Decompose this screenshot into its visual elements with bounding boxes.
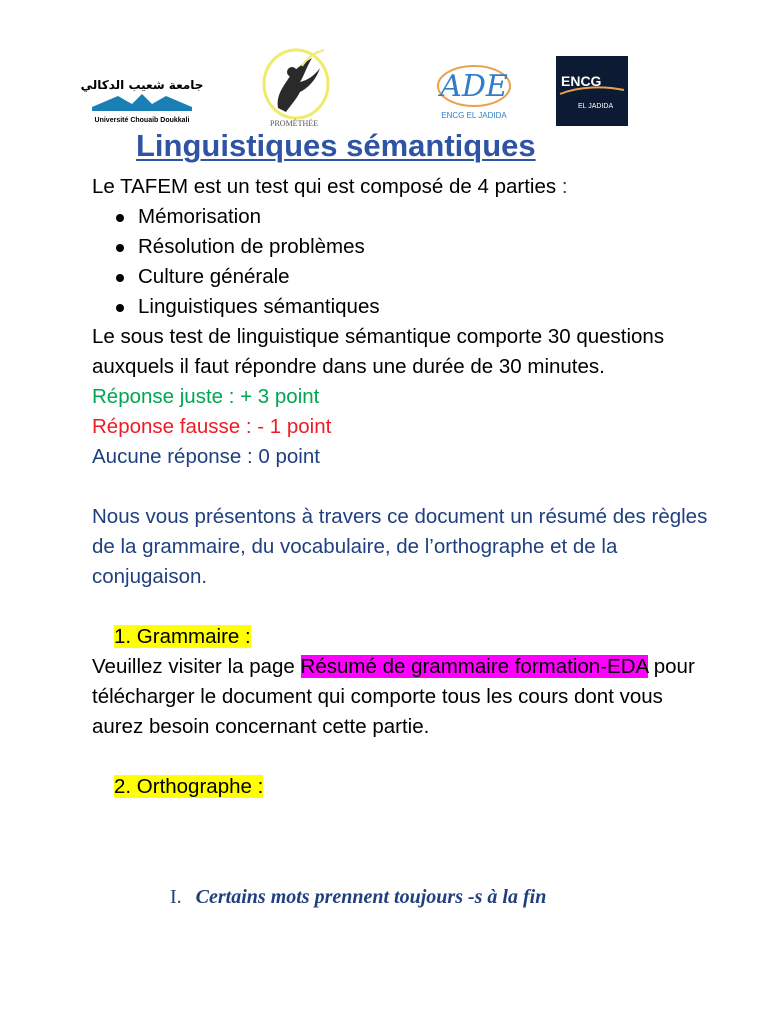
spacer	[92, 742, 712, 772]
score-none: Aucune réponse : 0 point	[92, 445, 320, 468]
document-body	[92, 172, 712, 802]
grammaire-summary-link[interactable]: Résumé de grammaire formation-EDA	[300, 655, 649, 678]
ade-logo	[430, 60, 518, 126]
ade-letters: ADE	[440, 69, 508, 104]
section-orthographe-heading	[92, 772, 712, 802]
university-latin-name: Université Chouaib Doukkali	[94, 117, 190, 124]
subsection-title: Certains mots prennent toujours -s à la fin	[195, 886, 547, 908]
page-title: Linguistiques sémantiques	[136, 128, 536, 163]
list-item: Culture générale	[92, 262, 712, 292]
university-logo	[80, 74, 204, 126]
grammaire-paragraph	[92, 652, 712, 742]
promethee-logo	[256, 46, 332, 130]
grammaire-text-after: pour télécharger le document qui comporte tous les cours dont vous aurez besoin concernant cette partie.	[92, 655, 695, 738]
encg-city-label: EL JADIDA	[578, 103, 614, 110]
section-grammaire-heading	[92, 622, 712, 652]
score-correct: Réponse juste : + 3 point	[92, 385, 320, 408]
subtest-description: Le sous test de linguistique sémantique comporte 30 questions auxquels il faut répondre dans une durée de 30 minutes.	[92, 325, 665, 378]
list-item: Linguistiques sémantiques	[92, 292, 712, 322]
score-wrong: Réponse fausse : - 1 point	[92, 415, 332, 438]
grammaire-text-before: Veuillez visiter la page	[92, 655, 301, 678]
list-item: Mémorisation	[92, 202, 712, 232]
section-grammaire-title: 1. Grammaire :	[114, 625, 251, 648]
list-item: Résolution de problèmes	[92, 232, 712, 262]
intro-colon: :	[556, 175, 568, 198]
encg-label: ENCG	[561, 73, 602, 89]
encg-logo	[556, 56, 628, 126]
promethee-label: PROMÉTHÉE	[270, 119, 318, 128]
subsection-heading	[170, 886, 546, 909]
section-orthographe-title: 2. Orthographe :	[114, 775, 264, 798]
ade-subtitle: ENCG EL JADIDA	[441, 111, 507, 120]
intro-line	[92, 172, 712, 202]
intro-text: Le TAFEM est un test qui est composé de 4 parties	[92, 175, 557, 198]
presentation-paragraph: Nous vous présentons à travers ce document un résumé des règles de la grammaire, du vocabulaire, de l’orthographe et de la conjugaison.	[92, 505, 708, 588]
spacer	[92, 592, 712, 622]
test-parts-list	[92, 202, 712, 322]
logo-header	[0, 0, 768, 135]
subsection-number: I.	[170, 886, 182, 908]
spacer	[92, 472, 712, 502]
university-arabic-name: جامعة شعيب الدكالي	[80, 78, 204, 92]
